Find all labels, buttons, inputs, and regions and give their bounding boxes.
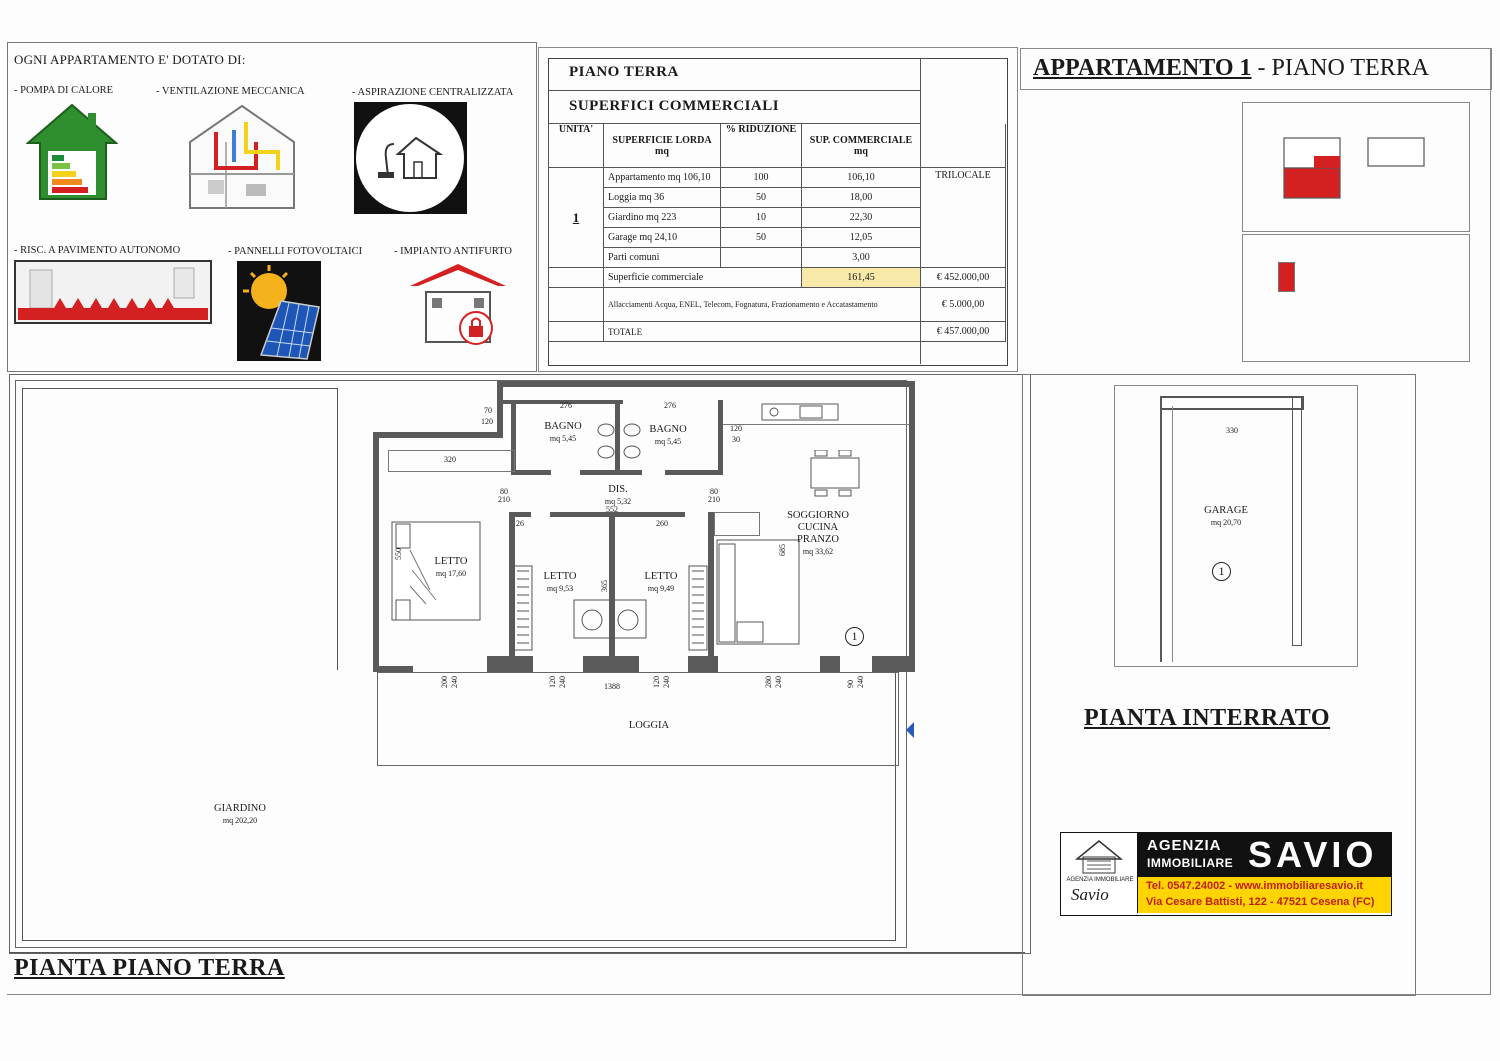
wall [708, 512, 714, 672]
dimension-label: 240 [856, 676, 865, 688]
plan-title-bar [9, 952, 1025, 953]
ventilation-icon [186, 102, 298, 210]
table-floor-label: PIANO TERRA [569, 64, 679, 80]
dimension-label: 240 [450, 676, 459, 688]
row-desc: Giardino mq 223 [604, 208, 721, 228]
grand-total-row [549, 322, 1006, 342]
agency-logo-signature: Savio [1071, 885, 1109, 904]
amenity-label-heat-pump: - POMPA DI CALORE [14, 85, 114, 96]
apartment-title-rest: - PIANO TERRA [1251, 55, 1430, 81]
room-area: mq 20,70 [1210, 518, 1242, 527]
extras-row [549, 288, 1006, 322]
wall [872, 656, 915, 672]
wall [373, 432, 379, 672]
unit-type [921, 168, 1006, 268]
room-name: SOGGIORNO [787, 510, 849, 521]
wall [497, 381, 503, 438]
row-reduction [721, 248, 802, 268]
unit-header: UNITA' [549, 124, 604, 168]
room-name: GIARDINO [214, 803, 266, 814]
kitchen-counter-icon [760, 402, 840, 422]
dimension-label: 80 [500, 487, 508, 496]
room-loggia [618, 720, 680, 732]
dimension-label: 240 [662, 676, 671, 688]
key-plan-basement [1242, 234, 1470, 362]
agency-name: SAVIO [1248, 834, 1378, 875]
wall [511, 470, 551, 475]
total-label: Superficie commerciale [604, 268, 802, 288]
room-area: mq 33,62 [802, 547, 834, 556]
row-commercial: 3,00 [802, 248, 921, 268]
wall [909, 381, 915, 672]
desk-chairs-icon [572, 594, 648, 642]
commercial-header-unit: mq [854, 145, 868, 157]
plan-title: PIANTA PIANO TERRA [14, 955, 285, 981]
dimension-label: 240 [774, 676, 783, 688]
row-reduction: 10 [721, 208, 802, 228]
agency-address: Via Cesare Battisti, 122 - 47521 Cesena (FC) [1146, 896, 1375, 908]
page-frame-bottom [7, 994, 1491, 995]
bathroom-fixtures-icon [594, 420, 644, 464]
gross-header-unit: mq [655, 145, 669, 157]
gross-header-text: SUPERFICIE LORDA [612, 134, 712, 146]
room-area: mq 202,20 [222, 816, 258, 825]
surfaces-table [548, 123, 1006, 342]
dimension-label: 320 [444, 455, 456, 464]
row-commercial: 18,00 [802, 188, 921, 208]
floor-heating-icon [14, 260, 212, 324]
room-area: mq 17,60 [435, 569, 467, 578]
room-giardino [200, 803, 280, 827]
garden-boundary [22, 940, 896, 941]
total-value: 161,45 [802, 268, 921, 288]
dimension-label: 120 [548, 676, 557, 688]
agency-header [1138, 833, 1391, 877]
room-name: LETTO [644, 571, 678, 582]
row-desc: Loggia mq 36 [604, 188, 721, 208]
wall [1160, 396, 1304, 410]
table-row [549, 168, 1006, 188]
garage-marker: 1 [1212, 562, 1231, 581]
row-reduction: 50 [721, 228, 802, 248]
dimension-label: 276 [560, 401, 572, 410]
room-letto-2 [533, 571, 587, 595]
extras-value: € 5.000,00 [921, 288, 1006, 322]
garden-boundary [22, 388, 23, 940]
room-name: BAGNO [544, 421, 582, 432]
garage-dimension: 330 [1226, 426, 1238, 435]
garden-boundary [22, 388, 337, 389]
wardrobe-icon [688, 565, 708, 651]
key-plan-basement-marker [1278, 262, 1295, 292]
dimension-label: 120 [481, 417, 493, 426]
empty-cell [549, 288, 604, 322]
agency-line1: AGENZIA [1147, 837, 1222, 854]
room-area: mq 5,45 [654, 437, 682, 446]
wall [1172, 406, 1173, 662]
dimension-label: 1388 [604, 682, 620, 691]
row-desc: Parti comuni [604, 248, 721, 268]
room-name: LOGGIA [628, 720, 670, 731]
amenity-label-floor-heating: - RISC. A PAVIMENTO AUTONOMO [14, 245, 181, 256]
dining-table-icon [805, 450, 865, 500]
room-bagno-2 [640, 424, 696, 448]
central-vacuum-icon [354, 102, 467, 214]
dimension-label: 685 [778, 544, 787, 556]
room-bagno-1 [535, 421, 591, 445]
wall [1292, 396, 1302, 646]
house-logo-icon [1069, 837, 1129, 875]
agency-contact-box [1138, 877, 1391, 913]
row-reduction: 100 [721, 168, 802, 188]
row-commercial: 106,10 [802, 168, 921, 188]
agency-logo [1061, 833, 1138, 913]
amenity-label-alarm: - IMPIANTO ANTIFURTO [394, 246, 512, 257]
dimension-label: 26 [516, 519, 524, 528]
agency-block [1060, 832, 1392, 916]
room-name: GARAGE [1204, 505, 1248, 516]
room-soggiorno [778, 510, 858, 558]
heat-pump-icon [26, 103, 118, 203]
dimension-label: 90 [846, 680, 855, 688]
room-name: CUCINA [797, 522, 839, 533]
room-name: BAGNO [649, 424, 687, 435]
price-value: € 452.000,00 [921, 268, 1006, 288]
basement-title: PIANTA INTERRATO [1084, 705, 1331, 731]
dimension-label: 550 [394, 548, 403, 560]
total-row [549, 268, 1006, 288]
wall [580, 470, 620, 475]
dimension-label: 210 [708, 495, 720, 504]
page-frame-right [1490, 48, 1491, 994]
solar-panel-icon [237, 261, 321, 361]
table-divider [548, 90, 920, 91]
apartment-title [1033, 55, 1429, 82]
room-area: mq 5,45 [549, 434, 577, 443]
table-title: SUPERFICI COMMERCIALI [569, 98, 780, 114]
dimension-label: 552 [606, 505, 618, 514]
commercial-header [802, 124, 921, 168]
amenities-header: OGNI APPARTAMENTO E' DOTATO DI: [14, 52, 246, 67]
type-header [921, 124, 1006, 168]
dimension-label: 260 [656, 519, 668, 528]
dimension-label: 365 [600, 580, 609, 592]
room-area: mq 9,53 [546, 584, 574, 593]
wall [609, 512, 615, 672]
amenity-label-ventilation: - VENTILAZIONE MECCANICA [156, 86, 305, 97]
dimension-label: 240 [558, 676, 567, 688]
commercial-header-text: SUP. COMMERCIALE [809, 134, 913, 146]
amenity-label-solar: - PANNELLI FOTOVOLTAICI [228, 246, 363, 257]
wall [714, 512, 760, 536]
room-letto-1 [424, 556, 478, 580]
dimension-label: 280 [764, 676, 773, 688]
dimension-label: 70 [484, 406, 492, 415]
wall [509, 512, 531, 517]
key-plan-ground-diagram [1280, 134, 1430, 204]
room-garage [1196, 505, 1256, 529]
room-name: LETTO [434, 556, 468, 567]
wall [820, 656, 840, 672]
unit-marker: 1 [845, 627, 864, 646]
grand-total-value: € 457.000,00 [921, 322, 1006, 342]
alarm-icon [408, 262, 508, 346]
row-commercial: 12,05 [802, 228, 921, 248]
unit-number-text: 1 [572, 209, 580, 225]
wall [1160, 396, 1162, 662]
room-disimpegno [594, 484, 642, 508]
row-reduction: 50 [721, 188, 802, 208]
agency-line2: IMMOBILIARE [1147, 856, 1234, 870]
wall [497, 381, 915, 387]
dimension-label: 210 [498, 495, 510, 504]
dimension-label: 30 [732, 435, 740, 444]
grand-total-label: TOTALE [604, 322, 921, 342]
unit-number [549, 168, 604, 268]
agency-logo-caption: AGENZIA IMMOBILIARE [1066, 877, 1134, 883]
dimension-label: 200 [440, 676, 449, 688]
empty-cell [549, 322, 604, 342]
unit-type-text: TRILOCALE [935, 170, 991, 181]
reduction-header: % RIDUZIONE [721, 124, 802, 168]
room-name: PRANZO [796, 534, 839, 545]
wall [620, 470, 642, 475]
room-area: mq 9,49 [647, 584, 675, 593]
empty-cell [549, 268, 604, 288]
garden-boundary [337, 388, 338, 670]
dimension-label: 80 [710, 487, 718, 496]
dimension-label: 276 [664, 401, 676, 410]
agency-contact: Tel. 0547.24002 - www.immobiliaresavio.it [1146, 880, 1364, 892]
room-name: LETTO [543, 571, 577, 582]
gross-header [604, 124, 721, 168]
loggia-arrow-icon [906, 722, 914, 738]
wall [665, 470, 723, 475]
room-name: DIS. [608, 484, 628, 495]
row-commercial: 22,30 [802, 208, 921, 228]
dimension-label: 120 [730, 424, 742, 433]
extras-label: Allacciamenti Acqua, ENEL, Telecom, Fognatura, Frazionamento e Accatastamento [604, 288, 921, 322]
row-desc: Garage mq 24,10 [604, 228, 721, 248]
dimension-label: 120 [652, 676, 661, 688]
apartment-title-bold: APPARTAMENTO 1 [1033, 55, 1252, 81]
room-letto-3 [634, 571, 688, 595]
wall [373, 666, 413, 672]
wall [373, 432, 503, 438]
wardrobe-icon [513, 565, 533, 651]
room-area: mq 5,32 [604, 497, 632, 506]
amenity-label-vacuum: - ASPIRAZIONE CENTRALIZZATA [352, 87, 514, 98]
row-desc: Appartamento mq 106,10 [604, 168, 721, 188]
